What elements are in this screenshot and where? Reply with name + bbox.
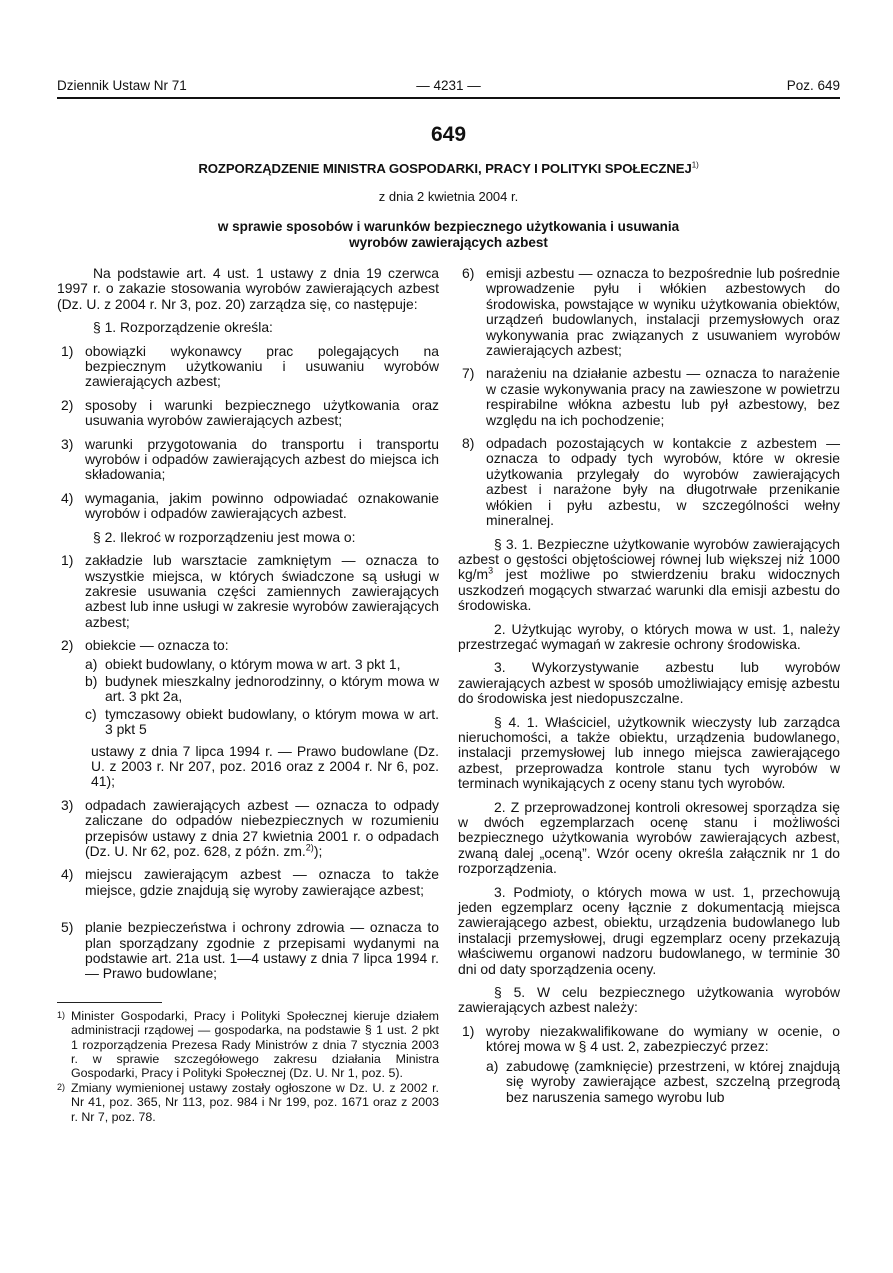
document-subject: w sprawie sposobów i warunków bezpiecznego użytkowania i usuwania wyrobów zawierających azbest — [217, 219, 680, 250]
sub-list-item: c) tymczasowy obiekt budowlany, o którym mowa w art. 3 pkt 5 — [85, 705, 439, 738]
footnote-divider — [57, 1002, 162, 1003]
sub-list-item: a) obiekt budowlany, o którym mowa w art. 3 pkt 1, — [85, 655, 401, 672]
list-item: 2) obiekcie — oznacza to: — [61, 637, 229, 654]
left-column — [57, 266, 439, 1124]
list-continuation: ustawy z dnia 7 lipca 1994 r. — Prawo budowlane (Dz. U. z 2003 r. Nr 207, poz. 2016 oraz z 2004 r. Nr 6, poz. 41); — [91, 742, 439, 790]
list-item: 3) warunki przygotowania do transportu i transportu wyrobów i odpadów zawierających azbest do miejsca ich składowania; — [61, 435, 439, 483]
list-item: 1) obowiązki wykonawcy prac polegających na bezpiecznym użytkowaniu i usuwaniu wyrobów zawierających azbest; — [61, 342, 439, 390]
section-5-intro: § 5. W celu bezpiecznego użytkowania wyrobów zawierających azbest należy: — [458, 984, 840, 1016]
list-item: 1) zakładzie lub warsztacie zamkniętym — oznacza to wszystkie miejsca, w których świadczone są usługi w zakresie usuwania części zamiennych zawierających azbest lub inne usługi w zakresie wyrobów zawierających azbest; — [61, 552, 439, 630]
section-3-paragraph-3: 3. Wykorzystywanie azbestu lub wyrobów zawierających azbest w sposób umożliwiający emisję azbestu do środowiska jest niedopuszczalne. — [458, 659, 840, 707]
footnote: 1) Minister Gospodarki, Pracy i Polityki Społecznej kieruje działem administracji rządowej — gospodarka, na podstawie § 1 ust. 2 pkt 1 rozporządzenia Prezesa Rady Ministrów z dnia 7 stycznia 2003 r. w sprawie szczegółowego zakresu działania Ministra Gospodarki, Pracy i Polityki Społecznej (Dz. U. Nr 1, poz. 5). — [57, 1008, 439, 1081]
sub-list-item: a) zabudowę (zamknięcie) przestrzeni, w której znajdują się wyroby zawierające azbest, szczelną przegrodą bez naruszenia samego wyrobu lub — [486, 1057, 840, 1105]
preamble: Na podstawie art. 4 ust. 1 ustawy z dnia 19 czerwca 1997 r. o zakazie stosowania wyrobów zawierających azbest (Dz. U. z 2004 r. Nr 3, poz. 20) zarządza się, co następuje: — [57, 265, 439, 312]
section-2-intro: § 2. Ilekroć w rozporządzeniu jest mowa o: — [93, 528, 356, 545]
section-4-paragraph-1: § 4. 1. Właściciel, użytkownik wieczysty lub zarządca nieruchomości, a także obiektu, urządzenia budowlanego, instalacji przemysłowej lub innego miejsca zawierającego azbest, przeprowadza kontrole stanu tych wyrobów w terminach wynikających z oceny stanu tych wyrobów. — [458, 713, 840, 792]
list-item: 7) narażeniu na działanie azbestu — oznacza to narażenie w czasie wykonywania pracy na zawieszone w powietrzu respirabilne włókna azbestu lub pył azbestowy, bez względu na ich pochodzenie; — [462, 365, 840, 428]
list-item: 5) planie bezpieczeństwa i ochrony zdrowia — oznacza to plan sporządzany zgodnie z przepisami wydanymi na podstawie art. 21a ust. 1—4 ustawy z dnia 7 lipca 1994 r. — Prawo budowlane; — [61, 919, 439, 982]
list-item: 3) odpadach zawierających azbest — oznacza to odpady zaliczane do odpadów niebezpiecznych w rozumieniu przepisów ustawy z dnia 27 kwietnia 2001 r. o odpadach (Dz. U. Nr 62, poz. 628, z późn. zm.$^{2)}$); — [61, 796, 439, 859]
footnote-ref: 1) — [691, 160, 699, 170]
document-title: ROZPORZĄDZENIE MINISTRA GOSPODARKI, PRACY I POLITYKI SPOŁECZNEJ$^{1)}$ — [198, 160, 699, 176]
body-columns — [57, 266, 840, 1124]
document-date: z dnia 2 kwietnia 2004 r. — [378, 189, 519, 204]
section-3-paragraph-1: § 3. 1. Bezpieczne użytkowanie wyrobów zawierających azbest o gęstości objętościowej równej lub większej niż 1000 $kg/m^3$ jest możliwe po stwierdzeniu braku widocznych uszkodzeń mogących stwarzać warunki dla emisji azbestu do środowiska. — [458, 535, 840, 614]
section-4-paragraph-2: 2. Z przeprowadzonej kontroli okresowej sporządza się w dwóch egzemplarzach ocenę stanu i możliwości bezpiecznego użytkowania wyrobów zawierających azbest, zwaną dalej „oceną”. Wzór oceny określa załącznik nr 1 do rozporządzenia. — [458, 798, 840, 877]
journal-name: Dziennik Ustaw Nr 71 — [57, 78, 187, 93]
list-item: 4) miejscu zawierającym azbest — oznacza to także miejsce, gdzie znajdują się wyroby zawierające azbest; — [61, 866, 439, 898]
page-number: — 4231 — — [416, 78, 481, 93]
sub-list-item: b) budynek mieszkalny jednorodzinny, o którym mowa w art. 3 pkt 2a, — [85, 672, 439, 705]
spacer — [57, 906, 439, 920]
footnotes — [57, 1002, 439, 1124]
position-number: Poz. 649 — [786, 78, 840, 93]
section-1-intro: § 1. Rozporządzenie określa: — [93, 319, 273, 336]
list-item: 1) wyroby niezakwalifikowane do wymiany w ocenie, o której mowa w § 4 ust. 2, zabezpieczyć przez: — [462, 1022, 840, 1055]
page-header — [57, 78, 840, 99]
right-column — [458, 266, 840, 1124]
list-item: 8) odpadach pozostających w kontakcie z azbestem — oznacza to odpady tych wyrobów, które w okresie użytkowania przylegały do wyrobów zawierających azbest i narażone były na długotrwałe przenikanie włókien i pyłu azbestu, w szczególności wełny mineralnej. — [462, 435, 840, 529]
list-item: 4) wymagania, jakim powinno odpowiadać oznakowanie wyrobów i odpadów zawierających azbest. — [61, 489, 439, 522]
section-4-paragraph-3: 3. Podmioty, o których mowa w ust. 1, przechowują jeden egzemplarz oceny łącznie z dokumentacją miejsca zawierającego azbest, obiektu, urządzenia budowlanego lub instalacji przemysłowej, drugi egzemplarz oceny przekazują właściwemu organowi nadzoru budowlanego, w terminie 30 dni od daty sporządzenia oceny. — [458, 883, 840, 977]
footnote: 2) Zmiany wymienionej ustawy zostały ogłoszone w Dz. U. z 2002 r. Nr 41, poz. 365, Nr 113, poz. 984 i Nr 199, poz. 1671 oraz z 2003 r. Nr 7, poz. 78. — [57, 1080, 439, 1124]
document-number: 649 — [430, 123, 467, 146]
list-item: 2) sposoby i warunki bezpiecznego użytkowania oraz usuwania wyrobów zawierających azbest; — [61, 396, 439, 429]
footnote-ref: 2) — [305, 842, 314, 853]
document-page — [57, 78, 840, 1124]
section-3-paragraph-2: 2. Użytkując wyroby, o których mowa w ust. 1, należy przestrzegać wymagań w zakresie ochrony środowiska. — [458, 620, 840, 652]
list-item: 6) emisji azbestu — oznacza to bezpośrednie lub pośrednie wprowadzenie pyłu i włókien azbestowych do środowiska, powstające w wyniku użytkowania obiektów, urządzeń budowlanych, instalacji przemysłowych oraz wykonywania prac związanych z usuwaniem wyrobów zawierających azbest; — [462, 265, 840, 359]
